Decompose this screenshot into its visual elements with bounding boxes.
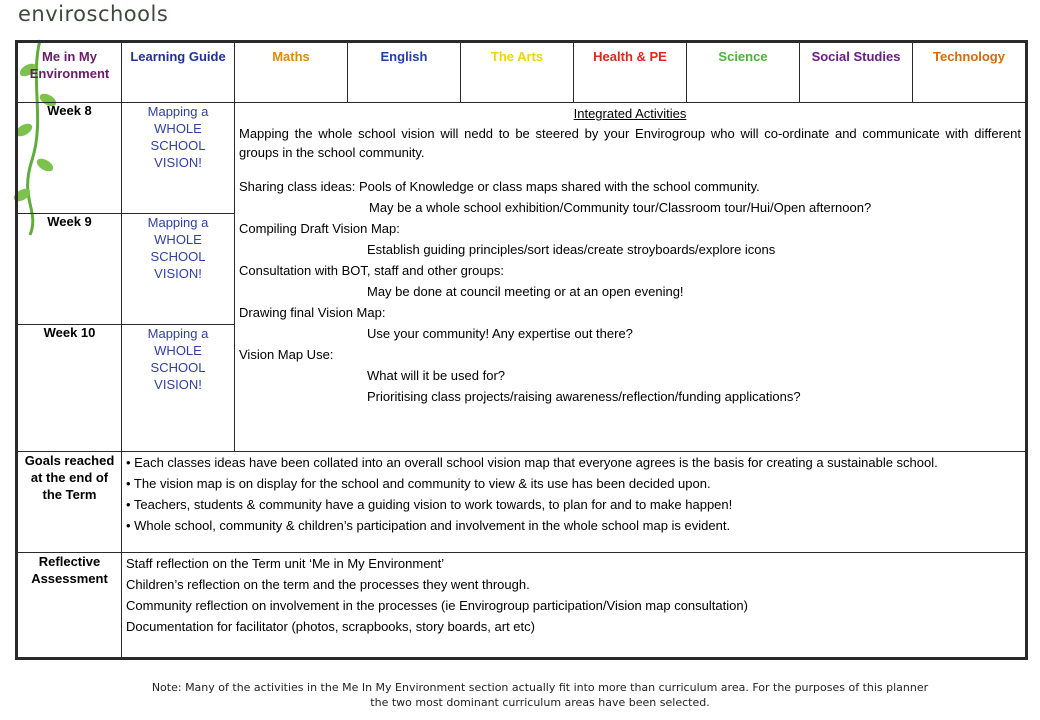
header-the-arts: The Arts (461, 42, 574, 103)
goal-item: • Each classes ideas have been collated into an overall school vision map that everyone agrees is the basis for creating a sustainable school. (126, 455, 938, 470)
draft-detail: Establish guiding principles/sort ideas/create stroyboards/explore icons (367, 242, 776, 257)
guide-line: WHOLE (154, 121, 202, 136)
guide-line: VISION! (154, 377, 202, 392)
learning-guide-cell (122, 214, 235, 325)
final-heading: Drawing final Vision Map: (239, 305, 386, 320)
goal-item: • Whole school, community & children’s participation and involvement in the whole school map is evident. (126, 518, 731, 533)
footnote (90, 680, 990, 710)
use-detail: What will it be used for? (367, 368, 506, 383)
guide-line: SCHOOL (150, 249, 206, 264)
footnote-line: Note: Many of the activities in the Me In My Environment section actually fit into more than curriculum area. For the purposes of this planner (151, 681, 929, 694)
integrated-activities-cell (235, 103, 1027, 452)
week-label: Week 10 (17, 325, 122, 452)
header-science: Science (687, 42, 800, 103)
goals-row (17, 452, 1027, 553)
use-detail: Prioritising class projects/raising awareness/reflection/funding applications? (367, 389, 801, 404)
planner-table (15, 40, 1028, 660)
integrated-activities-title: Integrated Activities (573, 106, 687, 121)
goal-item: • The vision map is on display for the school and community to view & its use has been decided upon. (126, 476, 711, 491)
final-detail: Use your community! Any expertise out there? (367, 326, 633, 341)
integrated-intro: Mapping the whole school vision will nedd to be steered by your Envirogroup who will co-ordinate and communicate with different groups in the school community. (239, 126, 1021, 160)
goals-label: Goals reached at the end of the Term (17, 452, 122, 553)
footnote-line: the two most dominant curriculum areas have been selected. (370, 696, 710, 709)
week-row (17, 103, 1027, 214)
guide-line: Mapping a (147, 326, 209, 341)
goals-cell (122, 452, 1027, 553)
guide-line: WHOLE (154, 343, 202, 358)
reflective-cell (122, 553, 1027, 659)
learning-guide-cell (122, 325, 235, 452)
guide-line: SCHOOL (150, 360, 206, 375)
guide-line: SCHOOL (150, 138, 206, 153)
reflective-label: Reflective Assessment (17, 553, 122, 659)
week-label: Week 9 (17, 214, 122, 325)
header-technology: Technology (913, 42, 1027, 103)
reflective-item: Documentation for facilitator (photos, scrapbooks, story boards, art etc) (126, 619, 535, 634)
guide-line: WHOLE (154, 232, 202, 247)
enviroschools-logo: enviroschools (18, 2, 169, 26)
sharing-heading: Sharing class ideas: Pools of Knowledge or class maps shared with the school community. (239, 179, 760, 194)
header-learning-guide: Learning Guide (122, 42, 235, 103)
reflective-item: Community reflection on involvement in the processes (ie Envirogroup participation/Vision map consultation) (126, 598, 748, 613)
header-me-in-my-environment: Me in My Environment (17, 42, 122, 103)
header-english: English (348, 42, 461, 103)
header-health-pe: Health & PE (574, 42, 687, 103)
reflective-item: Staff reflection on the Term unit ‘Me in My Environment’ (126, 556, 445, 571)
consult-detail: May be done at council meeting or at an open evening! (367, 284, 684, 299)
header-row (17, 42, 1027, 103)
reflective-row (17, 553, 1027, 659)
header-social-studies: Social Studies (800, 42, 913, 103)
goal-item: • Teachers, students & community have a guiding vision to work towards, to plan for and to make happen! (126, 497, 733, 512)
learning-guide-cell (122, 103, 235, 214)
reflective-item: Children’s reflection on the term and the processes they went through. (126, 577, 530, 592)
use-heading: Vision Map Use: (239, 347, 334, 362)
sharing-detail: May be a whole school exhibition/Community tour/Classroom tour/Hui/Open afternoon? (369, 200, 872, 215)
header-maths: Maths (235, 42, 348, 103)
guide-line: VISION! (154, 155, 202, 170)
consult-heading: Consultation with BOT, staff and other groups: (239, 263, 504, 278)
guide-line: Mapping a (147, 215, 209, 230)
week-label: Week 8 (17, 103, 122, 214)
guide-line: Mapping a (147, 104, 209, 119)
guide-line: VISION! (154, 266, 202, 281)
draft-heading: Compiling Draft Vision Map: (239, 221, 400, 236)
